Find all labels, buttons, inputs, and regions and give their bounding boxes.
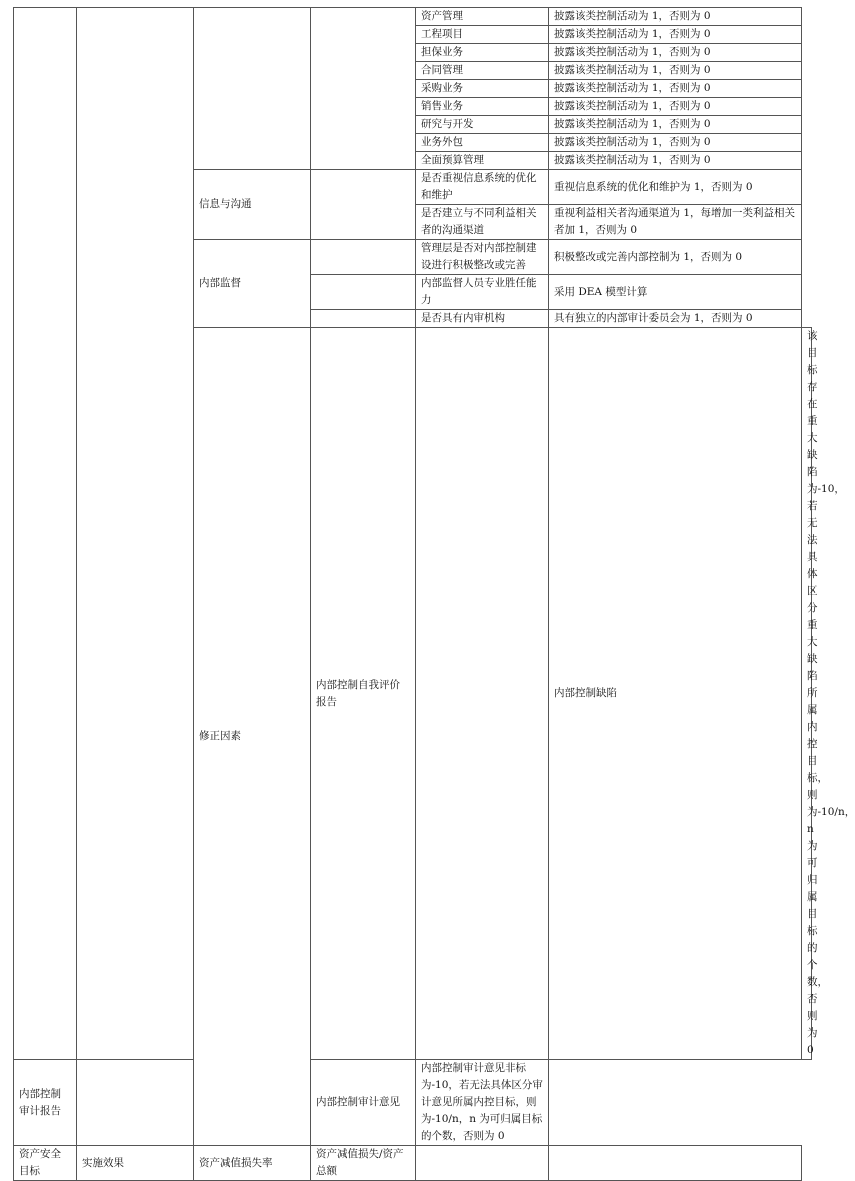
rule-cell: 披露该类控制活动为 1，否则为 0 [549,26,802,44]
indicator-cell: 内部控制审计报告 [14,1060,77,1146]
cell-indicator-empty [311,240,416,275]
table-row [14,1060,812,1146]
activity-cell: 全面预算管理 [416,152,549,170]
item-cell: 内部监督人员专业胜任能力 [416,275,549,310]
activity-cell: 业务外包 [416,134,549,152]
cell-empty [416,1146,549,1181]
rule-cell: 采用 DEA 模型计算 [549,275,802,310]
activity-cell: 研究与开发 [416,116,549,134]
rule-cell: 重视信息系统的优化和维护为 1，否则为 0 [549,170,802,205]
item-cell: 管理层是否对内部控制建设进行积极整改或完善 [416,240,549,275]
activity-cell: 采购业务 [416,80,549,98]
cell-indicator-empty [311,8,416,170]
dimension-info: 信息与沟通 [194,170,311,240]
indicator-table-container [13,7,855,1181]
rule-cell: 积极整改或完善内部控制为 1，否则为 0 [549,240,802,275]
cell-indicator-empty [77,1060,194,1146]
table-row [14,1146,812,1181]
rule-cell: 该目标存在重大缺陷为-10，若无法具体区分重大缺陷所属内控目标，则为-10/n，n 为可归属目标的个数，否则为 0 [802,328,812,1060]
cell-indicator-empty [311,310,416,328]
rule-cell: 披露该类控制活动为 1，否则为 0 [549,8,802,26]
cell-indicator-empty [416,328,549,1060]
rule-cell: 具有独立的内部审计委员会为 1，否则为 0 [549,310,802,328]
rule-cell: 披露该类控制活动为 1，否则为 0 [549,98,802,116]
goal-cell: 资产安全目标 [14,1146,77,1181]
formula-cell: 资产减值损失/资产总额 [311,1146,416,1181]
cell-goal-empty [14,8,77,1060]
correction-label: 修正因素 [194,328,311,1146]
rule-cell: 重视利益相关者沟通渠道为 1，每增加一类利益相关者加 1，否则为 0 [549,205,802,240]
rule-cell: 披露该类控制活动为 1，否则为 0 [549,44,802,62]
activity-cell: 担保业务 [416,44,549,62]
activity-cell: 工程项目 [416,26,549,44]
rule-cell: 披露该类控制活动为 1，否则为 0 [549,80,802,98]
rule-cell: 披露该类控制活动为 1，否则为 0 [549,152,802,170]
cell-indicator-empty [311,170,416,240]
dimension-cell: 资产减值损失率 [194,1146,311,1181]
activity-cell: 合同管理 [416,62,549,80]
category-cell: 实施效果 [77,1146,194,1181]
indicator-table [13,7,855,1181]
item-cell: 是否建立与不同利益相关者的沟通渠道 [416,205,549,240]
cell-dimension-empty [194,8,311,170]
cell-empty [549,1146,802,1181]
rule-cell: 披露该类控制活动为 1，否则为 0 [549,62,802,80]
activity-cell: 资产管理 [416,8,549,26]
item-cell: 是否具有内审机构 [416,310,549,328]
cell-category-empty [77,8,194,1060]
item-cell: 内部控制缺陷 [549,328,802,1060]
rule-cell: 内部控制审计意见非标为-10，若无法具体区分审计意见所属内控目标，则为-10/n，n 为可归属目标的个数，否则为 0 [416,1060,549,1146]
cell-indicator-empty [311,275,416,310]
activity-cell: 销售业务 [416,98,549,116]
indicator-cell: 内部控制自我评价报告 [311,328,416,1060]
item-cell: 是否重视信息系统的优化和维护 [416,170,549,205]
rule-cell: 披露该类控制活动为 1，否则为 0 [549,134,802,152]
table-row [14,8,812,26]
dimension-monitor: 内部监督 [194,240,311,328]
rule-cell: 披露该类控制活动为 1，否则为 0 [549,116,802,134]
item-cell: 内部控制审计意见 [311,1060,416,1146]
